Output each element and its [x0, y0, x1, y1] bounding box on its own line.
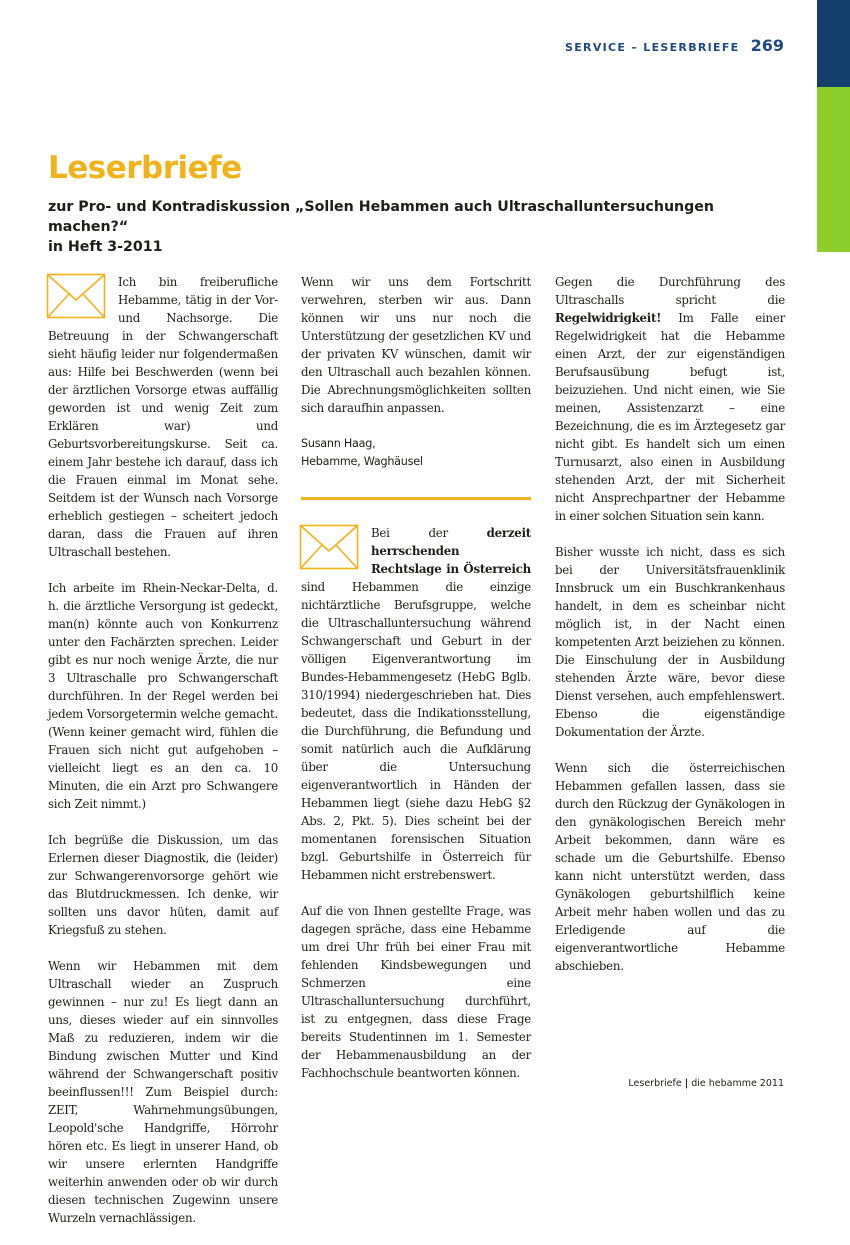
column-2-content: [301, 273, 531, 1100]
letter2-emphasis-regelwidrigkeit: Regelwidrigkeit!: [555, 311, 662, 325]
subtitle-line-2: in Heft 3-2011: [48, 239, 163, 255]
column-3: [555, 273, 785, 993]
letter1-paragraph-1: Ich bin freiberufliche Hebamme, tätig in der Vor- und Nachsorge. Die Betreuung in der Schwangerschaft sieht häufig leider nur folgendermaßen aus: Hilfe bei Beschwerden (wenn bei der ärztlichen Vorsorge etwas auffällig geworden ist und wenig Zeit zum Erklären war) und Geburtsvorbereitungskurse. Seit ca. einem Jahr bestehe ich darauf, dass ich die Frauen einmal im Monat sehe. Seitdem ist der Wunsch nach Vorsorge erheblich gestiegen – scheitert jedoch daran, dass die Frauen auf ihren Ultraschall bestehen.: [48, 275, 278, 559]
header-section: SERVICE – LESERBRIEFE: [565, 41, 740, 54]
letter1-paragraph-3: Ich begrüße die Diskussion, um das Erlernen dieser Diagnostik, die (leider) zur Schwangerenvorsorge gehört wie das Blutdruckmessen. Ich denke, wir sollten uns davor hüten, damit auf Kriegsfuß zu stehen.: [48, 833, 278, 937]
page-subtitle: [48, 197, 768, 257]
footer-separator: |: [684, 1078, 689, 1089]
letter2-paragraph-4: Bisher wusste ich nicht, dass es sich bei der Universitätsfrauenklinik Innsbruck um ein Buschkrankenhaus handelt, in dem es scheinbar nicht möglich ist, in der Nacht einen kompetenten Arzt beiziehen zu können. Die Einschulung der in Ausbildung stehenden Ärzte wäre, bevor diese Dienst versehen, auch empfehlenswert. Ebenso die eigenständige Dokumentation der Ärzte.: [555, 545, 785, 739]
envelope-icon: [299, 524, 361, 570]
brand-bar-blue: [817, 0, 850, 87]
letter2-paragraph-2: Auf die von Ihnen gestellte Frage, was dagegen spräche, dass eine Hebamme um drei Uhr früh bei einer Frau mit fehlenden Kindsbewegungen und Schmerzen eine Ultraschalluntersuchung durchführt, ist zu entgegnen, dass diese Frage bereits Studentinnen im 1. Semester der Hebammenausbildung an der Fachhochschule beantworten können.: [301, 904, 531, 1080]
page-number: 269: [750, 36, 784, 55]
letter2-paragraph-1: Bei der derzeit herrschenden Rechtslage in Österreich sind Hebammen die einzige nichtärztliche Berufsgruppe, welche die Ultraschalluntersuchung während Schwangerschaft und Geburt in der völligen Eigenverantwortung im Bundes-Hebammengesetz (HebG Bglb. 310/1994) niedergeschrieben hat. Dies bedeutet, dass die Indikationsstellung, die Durchführung, die Befundung und somit natürlich auch die Aufklärung über die Untersuchung eigenverantwortlich in Händen der Hebammen liegt (siehe dazu HebG §2 Abs. 2, Pkt. 5). Dies scheint bei der momentanen forensischen Situation bzgl. Geburtshilfe in Österreich für Hebammen nicht erstrebenswert.: [301, 526, 531, 882]
letter2-paragraph-5: Wenn sich die österreichischen Hebammen gefallen lassen, dass sie durch den Rückzug der Gynäkologen in den gynäkologischen Bereich mehr Arbeit bekommen, dann wäre es schade um die Geburtshilfe. Ebenso kann nicht unterstützt werden, dass Gynäkologen geburtshilflich keine Arbeit mehr haben wollen und das zu Erledigende auf die eigenverantwortliche Hebamme abschieben.: [555, 761, 785, 973]
letter1-signature: [301, 435, 531, 471]
footer-right: die hebamme 2011: [691, 1078, 784, 1089]
letter-divider: [301, 497, 531, 500]
letter1-paragraph-4: Wenn wir Hebammen mit dem Ultraschall wieder an Zuspruch gewinnen – nur zu! Es liegt dann an uns, dieses wieder auf ein sinnvolles Maß zu reduzieren, indem wir die Bindung zwischen Mutter und Kind während der Schwangerschaft positiv beeinflussen!!! Zum Beispiel durch: ZEIT, Wahrnehmungsübungen, Leopold'sche Handgriffe, Hörrohr hören etc. Es liegt in unserer Hand, ob wir unsere erlernten Handgriffe weiterhin anwenden oder ob wir durch diesen technischen Zugewinn unsere Wurzeln vernachlässigen.: [48, 959, 278, 1225]
letter2-emphasis-rechtslage: derzeit herrschenden Rechtslage in Österreich: [371, 526, 531, 576]
letter1-author: Susann Haag,: [301, 437, 376, 450]
envelope-icon: [46, 273, 108, 319]
subtitle-line-1: zur Pro- und Kontradiskussion „Sollen Hebammen auch Ultraschalluntersuchungen machen?“: [48, 199, 715, 235]
letter1-author-role: Hebamme, Waghäusel: [301, 455, 423, 468]
brand-bar-green: [817, 87, 850, 252]
page-title: Leserbriefe: [48, 150, 242, 186]
column-1: [48, 273, 278, 1245]
letter1-paragraph-5: Wenn wir uns dem Fortschritt verwehren, sterben wir aus. Dann können wir uns nur noch die Unterstützung der gesetzlichen KV und der privaten KV wünschen, damit wir den Ultraschall auch bezahlen können. Die Abrechnungsmöglichkeiten sollten sich daraufhin anpassen.: [301, 275, 531, 415]
running-header: [565, 36, 784, 55]
letter1-paragraph-2: Ich arbeite im Rhein-Neckar-Delta, d. h. die ärztliche Versorgung ist gedeckt, man(n) könnte auch von Konkurrenz unter den Fachärzten sprechen. Leider gibt es nur noch wenige Ärzte, die nur 3 Ultraschalle pro Schwangerschaft durchführen. In der Regel werden bei jedem Vorsorgetermin welche gemacht. (Wenn keiner gemacht wird, fühlen die Frauen sich nicht gut aufgehoben – vielleicht liegt es an den ca. 10 Minuten, die ein Arzt pro Schwangere sich Zeit nimmt.): [48, 581, 278, 811]
page-footer: [628, 1078, 784, 1089]
letter2-paragraph-3: Gegen die Durchführung des Ultraschalls spricht die Regelwidrigkeit! Im Falle einer Regelwidrigkeit hat die Hebamme einen Arzt, der zur eigenständigen Berufsausübung befugt ist, beizuziehen. Und nicht einen, wie Sie meinen, Assistenzarzt – eine Bezeichnung, die es im Ärztegesetz gar nicht gibt. Es handelt sich um einen Turnusarzt, also einen in Ausbildung stehenden Arzt, der mit Sicherheit nicht Ansprechpartner der Hebamme in einer solchen Situation sein kann.: [555, 275, 785, 523]
footer-left: Leserbriefe: [628, 1078, 682, 1089]
